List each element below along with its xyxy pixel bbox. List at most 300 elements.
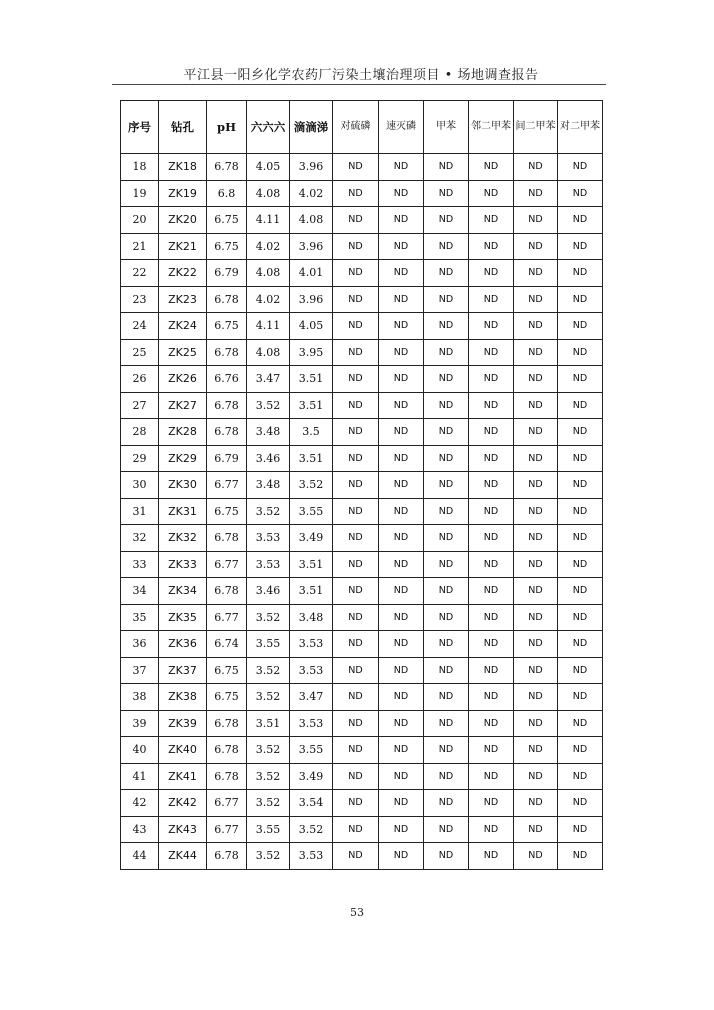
cell-hch: 4.05: [247, 154, 290, 181]
column-header-ph: pH: [207, 101, 247, 154]
cell-mevinphos: ND: [379, 313, 424, 340]
cell-index: 28: [121, 419, 159, 446]
cell-index: 33: [121, 551, 159, 578]
cell-index: 20: [121, 207, 159, 234]
cell-hch: 3.52: [247, 684, 290, 711]
cell-m-xylene: ND: [514, 339, 558, 366]
table-row: [121, 790, 603, 817]
cell-toluene: ND: [424, 551, 469, 578]
cell-o-xylene: ND: [469, 154, 514, 181]
table-row: [121, 843, 603, 870]
cell-hch: 4.08: [247, 180, 290, 207]
cell-toluene: ND: [424, 419, 469, 446]
table-row: [121, 180, 603, 207]
cell-toluene: ND: [424, 578, 469, 605]
cell-m-xylene: ND: [514, 790, 558, 817]
cell-p-xylene: ND: [558, 551, 603, 578]
cell-ddt: 3.49: [290, 525, 333, 552]
cell-parathion: ND: [333, 154, 379, 181]
cell-parathion: ND: [333, 657, 379, 684]
cell-hch: 3.52: [247, 392, 290, 419]
cell-hch: 3.52: [247, 604, 290, 631]
cell-ph: 6.75: [207, 684, 247, 711]
cell-ddt: 3.48: [290, 604, 333, 631]
table-body: [121, 154, 603, 870]
cell-hch: 3.52: [247, 790, 290, 817]
cell-parathion: ND: [333, 207, 379, 234]
cell-p-xylene: ND: [558, 657, 603, 684]
cell-m-xylene: ND: [514, 233, 558, 260]
table-row: [121, 419, 603, 446]
cell-hch: 3.46: [247, 445, 290, 472]
cell-m-xylene: ND: [514, 843, 558, 870]
table-row: [121, 472, 603, 499]
cell-p-xylene: ND: [558, 710, 603, 737]
cell-ph: 6.78: [207, 392, 247, 419]
cell-ddt: 3.47: [290, 684, 333, 711]
cell-ph: 6.77: [207, 816, 247, 843]
cell-mevinphos: ND: [379, 604, 424, 631]
cell-borehole: ZK39: [159, 710, 207, 737]
cell-p-xylene: ND: [558, 684, 603, 711]
cell-borehole: ZK29: [159, 445, 207, 472]
cell-m-xylene: ND: [514, 180, 558, 207]
cell-p-xylene: ND: [558, 790, 603, 817]
cell-index: 29: [121, 445, 159, 472]
cell-ddt: 3.96: [290, 286, 333, 313]
cell-index: 42: [121, 790, 159, 817]
cell-parathion: ND: [333, 816, 379, 843]
cell-m-xylene: ND: [514, 763, 558, 790]
column-header-o-xylene: 邻二甲苯: [469, 101, 514, 154]
cell-o-xylene: ND: [469, 578, 514, 605]
cell-p-xylene: ND: [558, 392, 603, 419]
page-number: 53: [350, 906, 364, 919]
cell-hch: 4.02: [247, 233, 290, 260]
cell-borehole: ZK20: [159, 207, 207, 234]
cell-index: 19: [121, 180, 159, 207]
cell-m-xylene: ND: [514, 313, 558, 340]
cell-borehole: ZK35: [159, 604, 207, 631]
cell-ph: 6.78: [207, 525, 247, 552]
cell-p-xylene: ND: [558, 207, 603, 234]
cell-p-xylene: ND: [558, 180, 603, 207]
cell-ddt: 4.01: [290, 260, 333, 287]
table-row: [121, 578, 603, 605]
table-row: [121, 631, 603, 658]
cell-m-xylene: ND: [514, 578, 558, 605]
cell-parathion: ND: [333, 233, 379, 260]
cell-index: 26: [121, 366, 159, 393]
cell-parathion: ND: [333, 763, 379, 790]
cell-p-xylene: ND: [558, 604, 603, 631]
cell-hch: 4.08: [247, 339, 290, 366]
cell-o-xylene: ND: [469, 445, 514, 472]
cell-parathion: ND: [333, 604, 379, 631]
cell-ph: 6.79: [207, 445, 247, 472]
cell-m-xylene: ND: [514, 737, 558, 764]
cell-toluene: ND: [424, 684, 469, 711]
table-row: [121, 339, 603, 366]
cell-ddt: 3.51: [290, 578, 333, 605]
cell-m-xylene: ND: [514, 525, 558, 552]
cell-mevinphos: ND: [379, 180, 424, 207]
cell-o-xylene: ND: [469, 790, 514, 817]
cell-parathion: ND: [333, 392, 379, 419]
cell-ph: 6.78: [207, 710, 247, 737]
cell-borehole: ZK44: [159, 843, 207, 870]
cell-toluene: ND: [424, 737, 469, 764]
table-row: [121, 710, 603, 737]
cell-hch: 3.55: [247, 631, 290, 658]
cell-o-xylene: ND: [469, 180, 514, 207]
cell-borehole: ZK36: [159, 631, 207, 658]
cell-hch: 4.11: [247, 207, 290, 234]
cell-toluene: ND: [424, 286, 469, 313]
cell-index: 30: [121, 472, 159, 499]
cell-index: 23: [121, 286, 159, 313]
cell-o-xylene: ND: [469, 763, 514, 790]
cell-o-xylene: ND: [469, 816, 514, 843]
cell-toluene: ND: [424, 366, 469, 393]
cell-index: 35: [121, 604, 159, 631]
table-row: [121, 260, 603, 287]
cell-p-xylene: ND: [558, 313, 603, 340]
column-header-hch: 六六六: [247, 101, 290, 154]
cell-ph: 6.79: [207, 260, 247, 287]
cell-toluene: ND: [424, 816, 469, 843]
cell-mevinphos: ND: [379, 339, 424, 366]
cell-ph: 6.78: [207, 419, 247, 446]
cell-toluene: ND: [424, 260, 469, 287]
cell-toluene: ND: [424, 710, 469, 737]
cell-parathion: ND: [333, 525, 379, 552]
cell-ph: 6.78: [207, 843, 247, 870]
cell-hch: 3.55: [247, 816, 290, 843]
cell-p-xylene: ND: [558, 154, 603, 181]
cell-ddt: 3.5: [290, 419, 333, 446]
table-row: [121, 498, 603, 525]
cell-p-xylene: ND: [558, 260, 603, 287]
cell-p-xylene: ND: [558, 816, 603, 843]
cell-ph: 6.75: [207, 498, 247, 525]
column-header-ddt: 滴滴涕: [290, 101, 333, 154]
cell-ddt: 3.54: [290, 790, 333, 817]
cell-toluene: ND: [424, 445, 469, 472]
cell-ddt: 3.53: [290, 657, 333, 684]
cell-toluene: ND: [424, 233, 469, 260]
cell-ph: 6.78: [207, 154, 247, 181]
cell-borehole: ZK26: [159, 366, 207, 393]
cell-mevinphos: ND: [379, 790, 424, 817]
cell-toluene: ND: [424, 790, 469, 817]
cell-borehole: ZK19: [159, 180, 207, 207]
cell-o-xylene: ND: [469, 207, 514, 234]
cell-hch: 3.52: [247, 843, 290, 870]
cell-ph: 6.75: [207, 207, 247, 234]
cell-mevinphos: ND: [379, 498, 424, 525]
cell-p-xylene: ND: [558, 763, 603, 790]
column-header-parathion: 对硫磷: [333, 101, 379, 154]
cell-m-xylene: ND: [514, 207, 558, 234]
cell-ddt: 3.96: [290, 154, 333, 181]
cell-ph: 6.78: [207, 339, 247, 366]
cell-o-xylene: ND: [469, 233, 514, 260]
cell-parathion: ND: [333, 551, 379, 578]
table-row: [121, 445, 603, 472]
cell-mevinphos: ND: [379, 392, 424, 419]
cell-parathion: ND: [333, 790, 379, 817]
cell-o-xylene: ND: [469, 339, 514, 366]
cell-index: 22: [121, 260, 159, 287]
cell-hch: 3.53: [247, 525, 290, 552]
table-row: [121, 392, 603, 419]
cell-parathion: ND: [333, 737, 379, 764]
cell-toluene: ND: [424, 763, 469, 790]
table-row: [121, 604, 603, 631]
cell-o-xylene: ND: [469, 498, 514, 525]
cell-o-xylene: ND: [469, 392, 514, 419]
cell-toluene: ND: [424, 180, 469, 207]
cell-o-xylene: ND: [469, 631, 514, 658]
cell-p-xylene: ND: [558, 525, 603, 552]
table-header-row: [121, 101, 603, 154]
cell-o-xylene: ND: [469, 604, 514, 631]
cell-borehole: ZK32: [159, 525, 207, 552]
cell-m-xylene: ND: [514, 419, 558, 446]
cell-p-xylene: ND: [558, 286, 603, 313]
cell-ddt: 3.51: [290, 445, 333, 472]
cell-mevinphos: ND: [379, 260, 424, 287]
cell-index: 24: [121, 313, 159, 340]
cell-m-xylene: ND: [514, 551, 558, 578]
cell-ph: 6.74: [207, 631, 247, 658]
cell-o-xylene: ND: [469, 286, 514, 313]
cell-parathion: ND: [333, 260, 379, 287]
cell-mevinphos: ND: [379, 763, 424, 790]
cell-ddt: 4.05: [290, 313, 333, 340]
cell-p-xylene: ND: [558, 737, 603, 764]
table-row: [121, 525, 603, 552]
cell-ph: 6.77: [207, 472, 247, 499]
cell-toluene: ND: [424, 843, 469, 870]
cell-ddt: 3.55: [290, 737, 333, 764]
cell-parathion: ND: [333, 419, 379, 446]
cell-ph: 6.77: [207, 790, 247, 817]
cell-m-xylene: ND: [514, 286, 558, 313]
cell-hch: 3.52: [247, 498, 290, 525]
cell-hch: 3.53: [247, 551, 290, 578]
soil-survey-table: [120, 100, 603, 870]
cell-hch: 4.11: [247, 313, 290, 340]
cell-m-xylene: ND: [514, 472, 558, 499]
cell-borehole: ZK34: [159, 578, 207, 605]
cell-toluene: ND: [424, 657, 469, 684]
cell-m-xylene: ND: [514, 260, 558, 287]
cell-ddt: 3.95: [290, 339, 333, 366]
cell-ddt: 3.96: [290, 233, 333, 260]
cell-toluene: ND: [424, 154, 469, 181]
column-header-p-xylene: 对二甲苯: [558, 101, 603, 154]
cell-parathion: ND: [333, 180, 379, 207]
cell-o-xylene: ND: [469, 843, 514, 870]
cell-parathion: ND: [333, 498, 379, 525]
cell-p-xylene: ND: [558, 631, 603, 658]
cell-ddt: 3.53: [290, 710, 333, 737]
column-header-m-xylene: 间二甲苯: [514, 101, 558, 154]
cell-mevinphos: ND: [379, 525, 424, 552]
cell-ddt: 3.51: [290, 551, 333, 578]
cell-parathion: ND: [333, 843, 379, 870]
cell-ph: 6.75: [207, 233, 247, 260]
cell-ddt: 3.51: [290, 366, 333, 393]
cell-parathion: ND: [333, 684, 379, 711]
cell-m-xylene: ND: [514, 498, 558, 525]
cell-index: 37: [121, 657, 159, 684]
cell-parathion: ND: [333, 710, 379, 737]
cell-toluene: ND: [424, 604, 469, 631]
cell-p-xylene: ND: [558, 366, 603, 393]
column-header-index: 序号: [121, 101, 159, 154]
cell-m-xylene: ND: [514, 657, 558, 684]
cell-p-xylene: ND: [558, 419, 603, 446]
cell-borehole: ZK25: [159, 339, 207, 366]
cell-toluene: ND: [424, 313, 469, 340]
cell-index: 31: [121, 498, 159, 525]
cell-index: 32: [121, 525, 159, 552]
cell-m-xylene: ND: [514, 154, 558, 181]
cell-mevinphos: ND: [379, 445, 424, 472]
cell-parathion: ND: [333, 472, 379, 499]
cell-parathion: ND: [333, 578, 379, 605]
cell-hch: 4.08: [247, 260, 290, 287]
cell-index: 43: [121, 816, 159, 843]
cell-m-xylene: ND: [514, 604, 558, 631]
table-row: [121, 684, 603, 711]
cell-borehole: ZK43: [159, 816, 207, 843]
cell-parathion: ND: [333, 445, 379, 472]
cell-mevinphos: ND: [379, 578, 424, 605]
cell-ph: 6.78: [207, 286, 247, 313]
cell-mevinphos: ND: [379, 286, 424, 313]
cell-index: 25: [121, 339, 159, 366]
table-row: [121, 657, 603, 684]
cell-o-xylene: ND: [469, 472, 514, 499]
cell-toluene: ND: [424, 207, 469, 234]
cell-toluene: ND: [424, 631, 469, 658]
cell-borehole: ZK23: [159, 286, 207, 313]
column-header-toluene: 甲苯: [424, 101, 469, 154]
cell-index: 41: [121, 763, 159, 790]
cell-ddt: 4.02: [290, 180, 333, 207]
table-row: [121, 551, 603, 578]
cell-hch: 3.47: [247, 366, 290, 393]
column-header-borehole: 钻孔: [159, 101, 207, 154]
cell-mevinphos: ND: [379, 472, 424, 499]
cell-index: 34: [121, 578, 159, 605]
cell-mevinphos: ND: [379, 684, 424, 711]
table-row: [121, 816, 603, 843]
cell-borehole: ZK21: [159, 233, 207, 260]
cell-m-xylene: ND: [514, 392, 558, 419]
cell-toluene: ND: [424, 339, 469, 366]
cell-borehole: ZK31: [159, 498, 207, 525]
cell-ddt: 3.49: [290, 763, 333, 790]
cell-toluene: ND: [424, 525, 469, 552]
cell-o-xylene: ND: [469, 657, 514, 684]
cell-o-xylene: ND: [469, 419, 514, 446]
cell-borehole: ZK22: [159, 260, 207, 287]
cell-ddt: 3.52: [290, 816, 333, 843]
cell-mevinphos: ND: [379, 207, 424, 234]
cell-p-xylene: ND: [558, 233, 603, 260]
cell-o-xylene: ND: [469, 313, 514, 340]
cell-parathion: ND: [333, 631, 379, 658]
cell-borehole: ZK41: [159, 763, 207, 790]
cell-index: 40: [121, 737, 159, 764]
cell-borehole: ZK28: [159, 419, 207, 446]
table-row: [121, 763, 603, 790]
cell-o-xylene: ND: [469, 710, 514, 737]
table-row: [121, 286, 603, 313]
header-rule: [112, 84, 606, 85]
cell-index: 36: [121, 631, 159, 658]
cell-m-xylene: ND: [514, 816, 558, 843]
cell-p-xylene: ND: [558, 472, 603, 499]
cell-mevinphos: ND: [379, 631, 424, 658]
cell-hch: 4.02: [247, 286, 290, 313]
cell-index: 38: [121, 684, 159, 711]
cell-ddt: 3.55: [290, 498, 333, 525]
column-header-mevinphos: 速灭磷: [379, 101, 424, 154]
cell-parathion: ND: [333, 339, 379, 366]
cell-toluene: ND: [424, 392, 469, 419]
cell-parathion: ND: [333, 286, 379, 313]
cell-o-xylene: ND: [469, 366, 514, 393]
cell-borehole: ZK30: [159, 472, 207, 499]
cell-index: 39: [121, 710, 159, 737]
table-row: [121, 233, 603, 260]
cell-ph: 6.75: [207, 657, 247, 684]
cell-parathion: ND: [333, 313, 379, 340]
cell-ph: 6.77: [207, 604, 247, 631]
cell-p-xylene: ND: [558, 578, 603, 605]
cell-mevinphos: ND: [379, 551, 424, 578]
cell-mevinphos: ND: [379, 366, 424, 393]
cell-borehole: ZK18: [159, 154, 207, 181]
cell-mevinphos: ND: [379, 737, 424, 764]
cell-mevinphos: ND: [379, 233, 424, 260]
cell-ph: 6.75: [207, 313, 247, 340]
table-row: [121, 313, 603, 340]
cell-ph: 6.78: [207, 763, 247, 790]
cell-mevinphos: ND: [379, 843, 424, 870]
cell-o-xylene: ND: [469, 525, 514, 552]
cell-hch: 3.52: [247, 737, 290, 764]
cell-borehole: ZK33: [159, 551, 207, 578]
cell-m-xylene: ND: [514, 684, 558, 711]
cell-ddt: 3.51: [290, 392, 333, 419]
cell-index: 18: [121, 154, 159, 181]
table-row: [121, 366, 603, 393]
cell-p-xylene: ND: [558, 498, 603, 525]
table-row: [121, 737, 603, 764]
report-header-title: 平江县一阳乡化学农药厂污染土壤治理项目 • 场地调查报告: [183, 68, 539, 83]
cell-mevinphos: ND: [379, 657, 424, 684]
cell-p-xylene: ND: [558, 843, 603, 870]
cell-m-xylene: ND: [514, 445, 558, 472]
cell-ph: 6.76: [207, 366, 247, 393]
